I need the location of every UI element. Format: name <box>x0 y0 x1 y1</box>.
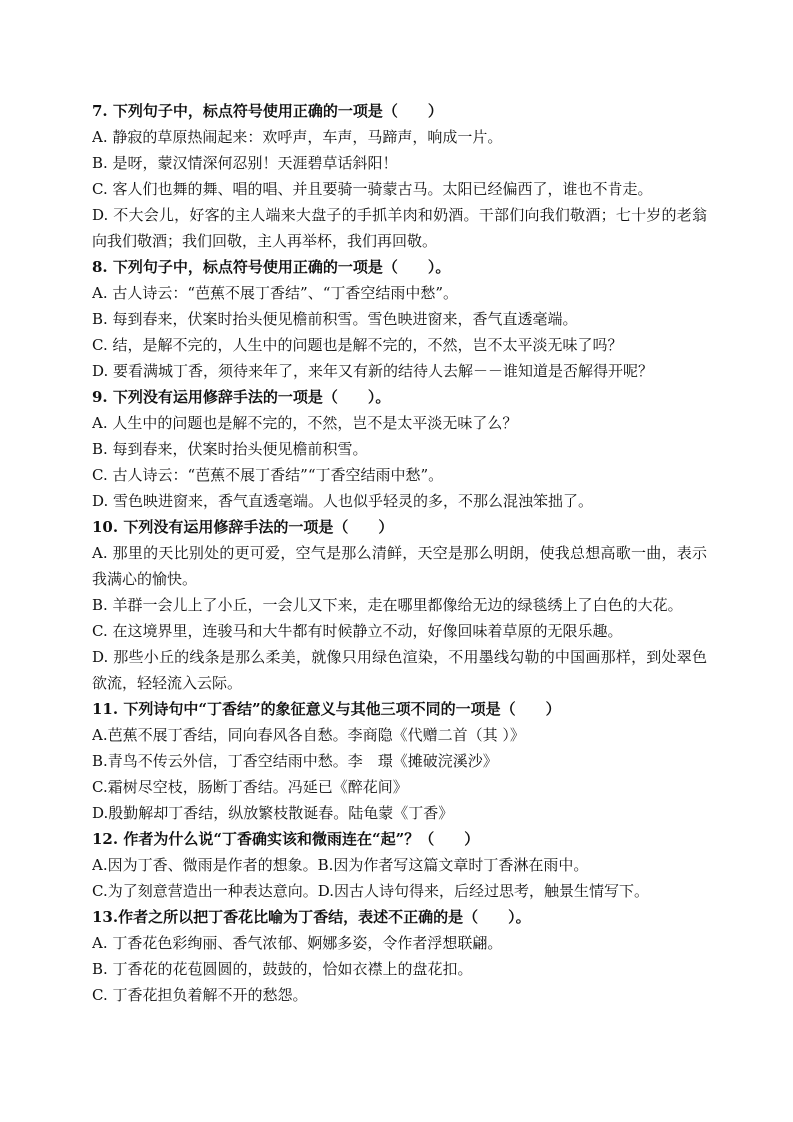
question-8-option-d: D. 要看满城丁香，须待来年了，来年又有新的结待人去解－－谁知道是否解得开呢？ <box>92 362 654 380</box>
question-10-option-a: A. 那里的天比别处的更可爱，空气是那么清鲜，天空是那么明朗，使我总想高歌一曲，表示我满心的愉快。 <box>92 544 707 588</box>
question-8-stem: 8. 下列句子中，标点符号使用正确的一项是（ ）。 <box>92 258 451 276</box>
question-12-option-cd: C.为了刻意营造出一种表达意向。D.因古人诗句得来，后经过思考，触景生情写下。 <box>92 882 649 900</box>
question-7-option-a: A. 静寂的草原热闹起来：欢呼声，车声，马蹄声，响成一片。 <box>92 128 503 146</box>
question-9-option-b: B. 每到春来，伏案时抬头便见檐前积雪。 <box>92 440 368 458</box>
question-7-option-c: C. 客人们也舞的舞、唱的唱、并且要骑一骑蒙古马。太阳已经偏西了，谁也不肯走。 <box>92 180 653 198</box>
question-11-option-b: B.青鸟不传云外信，丁香空结雨中愁。李 璟《摊破浣溪沙》 <box>92 752 498 770</box>
question-7-option-d: D. 不大会儿，好客的主人端来大盘子的手抓羊肉和奶酒。干部们向我们敬酒；七十岁的老翁向我们敬酒；我们回敬，主人再举杯，我们再回敬。 <box>92 206 707 250</box>
question-7-stem: 7. 下列句子中，标点符号使用正确的一项是（ ） <box>92 102 443 120</box>
question-10-option-c: C. 在这境界里，连骏马和大牛都有时候静立不动，好像回味着草原的无限乐趣。 <box>92 622 623 640</box>
question-11-option-d: D.殷勤解却丁香结，纵放繁枝散诞春。陆龟蒙《丁香》 <box>92 804 454 822</box>
question-10-option-d: D. 那些小丘的线条是那么柔美，就像只用绿色渲染，不用墨线勾勒的中国画那样，到处翠色欲流，轻轻流入云际。 <box>92 648 707 692</box>
question-8-option-a: A. 古人诗云：“芭蕉不展丁香结”、“丁香空结雨中愁”。 <box>92 284 459 302</box>
question-8-option-b: B. 每到春来，伏案时抬头便见檐前积雪。雪色映进窗来，香气直透毫端。 <box>92 310 578 328</box>
question-13-option-a: A. 丁香花色彩绚丽、香气浓郁、婀娜多姿，令作者浮想联翩。 <box>92 934 503 952</box>
question-7-option-b: B. 是呀，蒙汉情深何忍别！天涯碧草话斜阳！ <box>92 154 398 172</box>
question-12-option-ab: A.因为丁香、微雨是作者的想象。B.因为作者写这篇文章时丁香淋在雨中。 <box>92 856 589 874</box>
question-9-option-c: C. 古人诗云：“芭蕉不展丁香结”“丁香空结雨中愁”。 <box>92 466 444 484</box>
question-9-option-a: A. 人生中的问题也是解不完的，不然，岂不是太平淡无味了么？ <box>92 414 518 432</box>
question-9-option-d: D. 雪色映进窗来，香气直透毫端。人也似乎轻灵的多，不那么混浊笨拙了。 <box>92 492 594 510</box>
question-10-stem: 10. 下列没有运用修辞手法的一项是（ ） <box>92 518 394 536</box>
question-13-option-b: B. 丁香花的花苞圆圆的，鼓鼓的，恰如衣襟上的盘花扣。 <box>92 960 473 978</box>
question-11-stem: 11. 下列诗句中“丁香结”的象征意义与其他三项不同的一项是（ ） <box>92 700 561 718</box>
exam-page <box>92 98 707 1008</box>
question-13-option-c: C. 丁香花担负着解不开的愁怨。 <box>92 986 308 1004</box>
question-12-stem: 12. 作者为什么说“丁香确实该和微雨连在“起”？（ ） <box>92 830 480 848</box>
question-9-stem: 9. 下列没有运用修辞手法的一项是（ ）。 <box>92 388 391 406</box>
question-11-option-c: C.霜树尽空枝，肠断丁香结。冯延已《醉花间》 <box>92 778 408 796</box>
question-13-stem: 13.作者之所以把丁香花比喻为丁香结，表述不正确的是（ ）。 <box>92 908 531 926</box>
question-8-option-c: C. 结，是解不完的，人生中的问题也是解不完的，不然，岂不太平淡无味了吗？ <box>92 336 623 354</box>
question-11-option-a: A.芭蕉不展丁香结，同向春风各自愁。李商隐《代赠二首（其 ）》 <box>92 726 525 744</box>
question-10-option-b: B. 羊群一会儿上了小丘，一会儿又下来，走在哪里都像给无边的绿毯绣上了白色的大花。 <box>92 596 683 614</box>
